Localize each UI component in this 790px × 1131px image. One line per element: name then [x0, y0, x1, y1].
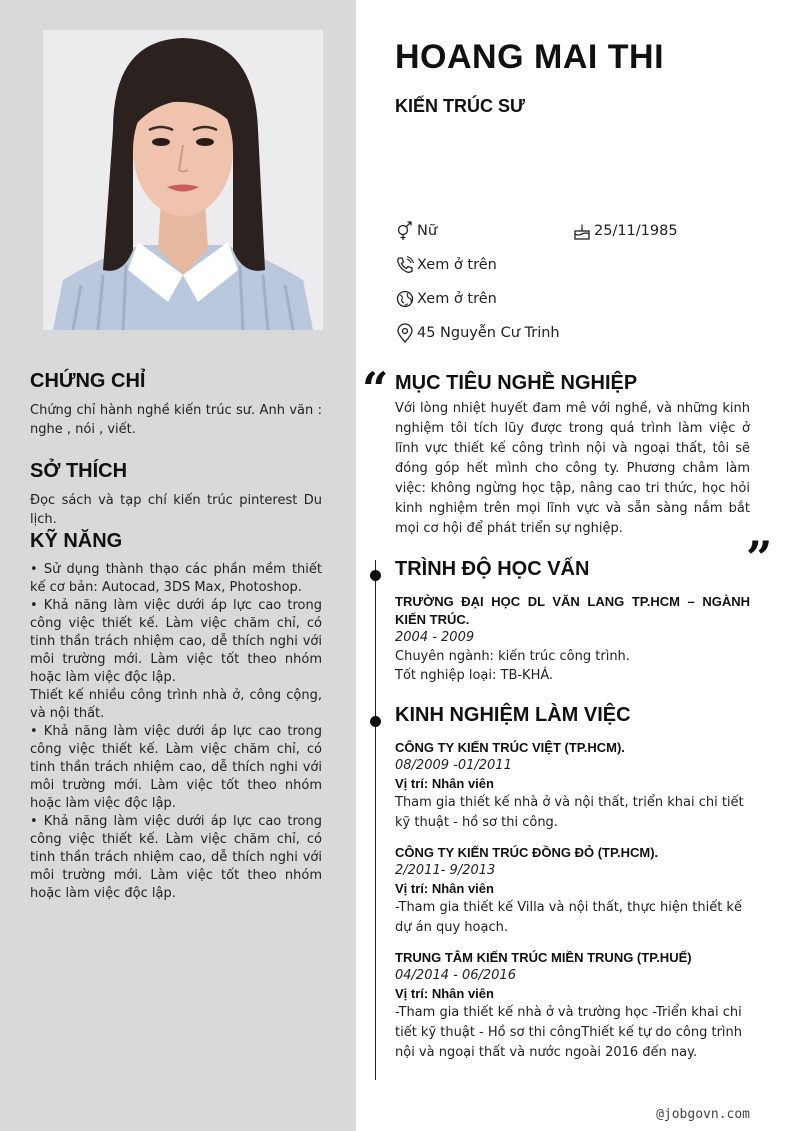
education-section [395, 558, 750, 685]
job-period: 08/2009 -01/2011 [395, 758, 512, 773]
birthday-cake-icon [572, 221, 592, 241]
job-entry [395, 949, 750, 1063]
birthday-value: 25/11/1985 [594, 223, 678, 239]
skills-title: KỸ NĂNG [30, 530, 123, 552]
objective-section [395, 372, 750, 539]
close-quote-icon: ” [746, 531, 773, 585]
globe-icon [395, 289, 415, 309]
job-role: Vị trí: Nhân viên [395, 986, 494, 1001]
education-major: Chuyên ngành: kiến trúc công trình. [395, 649, 630, 664]
objective-title: MỤC TIÊU NGHỀ NGHIỆP [395, 372, 638, 394]
skill-item: • Sử dụng thành thạo các phần mềm thiết kế cơ bản: Autocad, 3DS Max, Photoshop. [30, 562, 322, 595]
gender-icon [395, 221, 415, 241]
birthday-row [572, 220, 678, 242]
location-pin-icon [395, 323, 415, 343]
certificates-section [30, 370, 322, 439]
school-name: TRƯỜNG ĐẠI HỌC DL VĂN LANG TP.HCM – NGÀNH KIẾN TRÚC. [395, 594, 750, 627]
job-role: Vị trí: Nhân viên [395, 881, 494, 896]
objective-text: Với lòng nhiệt huyết đam mê với nghề, và những kinh nghiệm tôi tích lũy được trong quá trình làm việc ở lĩnh vực thiết kế công trình nội và ngoại thất, tôi sẽ đóng góp hết mình cho công ty. Phương châm làm việc: không ngừng học tập, nâng cao tri thức, học hỏi kinh nghiệm trên mọi lĩnh vực và sẵn sàng nắm bắt mọi cơ hội để phát triển sự nghiệp. [395, 401, 750, 536]
phone-icon [395, 255, 415, 275]
skill-item: • Khả năng làm việc dưới áp lực cao trong công việc thiết kế. Làm việc chăm chỉ, có tinh thần trách nhiệm cao, dễ thích nghi với môi trường mới. Làm việc tốt theo nhóm hoặc làm việc độc lập. [30, 598, 322, 685]
skill-item: • Khả năng làm việc dưới áp lực cao trong công việc thiết kế. Làm việc chăm chỉ, có tinh thần trách nhiệm cao, dễ thích nghi với môi trường mới. Làm việc tốt theo nhóm hoặc làm việc độc lập. [30, 724, 322, 811]
timeline-line [375, 560, 376, 1080]
skill-item: • Khả năng làm việc dưới áp lực cao trong công việc thiết kế. Làm việc chăm chỉ, có tinh thần trách nhiệm cao, dễ thích nghi với môi trường mới. Làm việc tốt theo nhóm hoặc làm việc độc lập. [30, 814, 322, 901]
person-name: HOANG MAI THI [395, 38, 665, 76]
skills-section [30, 530, 322, 903]
skill-item: Thiết kế nhiều công trình nhà ở, công cộng, và nội thất. [30, 688, 322, 721]
job-entry [395, 739, 750, 833]
education-period: 2004 - 2009 [395, 630, 475, 645]
sidebar [0, 0, 356, 1131]
company-name: CÔNG TY KIẾN TRÚC ĐỒNG ĐỎ (TP.HCM). [395, 845, 659, 860]
certificates-text: Chứng chỉ hành nghề kiến trúc sư. Anh văn : nghe , nói , viết. [30, 403, 322, 437]
education-grade: Tốt nghiệp loại: TB-KHÁ. [395, 668, 554, 683]
timeline-dot-education [370, 570, 381, 581]
company-name: TRUNG TÂM KIẾN TRÚC MIỀN TRUNG (TP.HUẾ) [395, 950, 692, 965]
job-period: 04/2014 - 06/2016 [395, 968, 516, 983]
address-row [395, 322, 560, 344]
job-entry [395, 844, 750, 938]
job-title: KIẾN TRÚC SƯ [395, 96, 525, 116]
web-value: Xem ở trên [417, 291, 497, 307]
experience-section [395, 704, 750, 1074]
education-title: TRÌNH ĐỘ HỌC VẤN [395, 558, 590, 580]
hobbies-title: SỞ THÍCH [30, 460, 128, 482]
footer-watermark: @jobgovn.com [656, 1107, 750, 1122]
job-role: Vị trí: Nhân viên [395, 776, 494, 791]
hobbies-text: Đọc sách và tạp chí kiến trúc pinterest Du lịch. [30, 493, 322, 527]
open-quote-icon: “ [362, 362, 389, 416]
phone-row [395, 254, 497, 276]
gender-row [395, 220, 437, 242]
address-value: 45 Nguyễn Cư Trinh [417, 325, 560, 341]
gender-value: Nữ [417, 223, 438, 239]
job-period: 2/2011- 9/2013 [395, 863, 496, 878]
company-name: CÔNG TY KIẾN TRÚC VIỆT (TP.HCM). [395, 740, 625, 755]
job-description: -Tham gia thiết kế Villa và nội thất, thực hiện thiết kế dự án quy hoạch. [395, 900, 742, 935]
job-description: Tham gia thiết kế nhà ở và nội thất, triển khai chi tiết kỹ thuật - hồ sơ thi công. [395, 795, 744, 830]
profile-photo [43, 30, 323, 330]
phone-value: Xem ở trên [417, 257, 497, 273]
timeline-dot-experience [370, 716, 381, 727]
web-row [395, 288, 497, 310]
job-description: -Tham gia thiết kế nhà ở và trường học -Triển khai chi tiết kỹ thuật - Hồ sơ thi côngThiết kế tự do công trình nội và ngoại thất và nước ngoài 2016 đến nay. [395, 1005, 743, 1060]
certificates-title: CHỨNG CHỈ [30, 370, 146, 392]
experience-title: KINH NGHIỆM LÀM VIỆC [395, 704, 631, 726]
hobbies-section [30, 460, 322, 529]
